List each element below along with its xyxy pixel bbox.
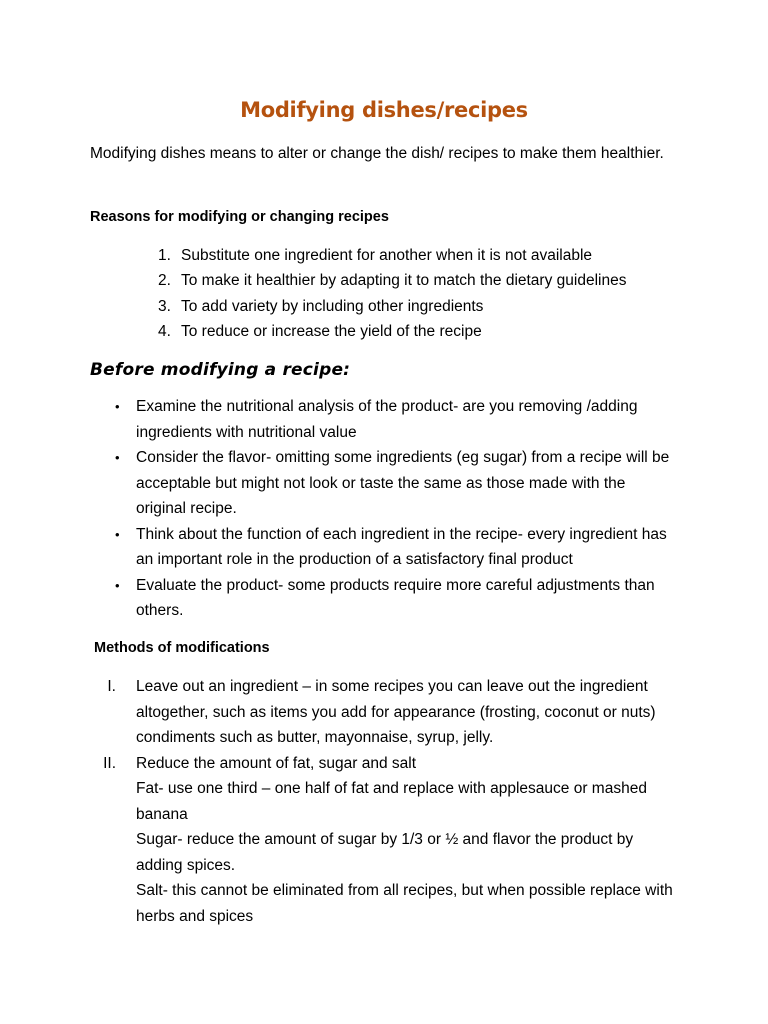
methods-list [0, 674, 768, 929]
intro-paragraph: Modifying dishes means to alter or change the dish/ recipes to make them healthier. [90, 145, 664, 162]
list-item-text: Examine the nutritional analysis of the product- are you removing /adding ingredients with nutritional value [136, 398, 638, 441]
list-item [0, 445, 768, 522]
before-list [0, 394, 768, 624]
bullet-icon: • [115, 526, 120, 542]
bullet-icon: • [115, 399, 120, 414]
list-number: II. [103, 754, 116, 772]
page-title: Modifying dishes/recipes [240, 98, 528, 122]
list-item [0, 294, 768, 319]
bullet-icon: • [115, 577, 120, 593]
list-item [0, 319, 768, 344]
list-item [0, 522, 768, 573]
list-number: 2. [158, 272, 171, 290]
list-number: 4. [158, 322, 171, 340]
list-item-text: Leave out an ingredient – in some recipes you can leave out the ingredient altogether, such as items you add for appearance (frosting, coconut or nuts) condiments such as butter, mayonnaise, syrup, jelly. [136, 678, 656, 746]
list-item-text: Consider the flavor- omitting some ingredients (eg sugar) from a recipe will be acceptable but might not look or taste the same as those made with the original recipe. [136, 449, 670, 517]
list-item [0, 243, 768, 268]
fat-tip: Fat- use one third – one half of fat and replace with applesauce or mashed banana [136, 780, 647, 823]
list-item-text: To make it healthier by adapting it to match the dietary guidelines [181, 272, 627, 290]
reasons-heading: Reasons for modifying or changing recipes [90, 209, 389, 225]
salt-tip: Salt- this cannot be eliminated from all recipes, but when possible replace with herbs and spices [136, 882, 673, 925]
methods-heading: Methods of modifications [94, 640, 270, 656]
list-item-text: To add variety by including other ingredients [181, 297, 484, 315]
list-item [0, 573, 768, 624]
list-item-text: Evaluate the product- some products require more careful adjustments than others. [136, 576, 655, 619]
reasons-list [0, 243, 768, 344]
list-item-text: Substitute one ingredient for another when it is not available [181, 247, 593, 264]
list-item [0, 674, 768, 751]
list-item [0, 751, 768, 930]
list-number: 1. [158, 247, 171, 264]
bullet-icon: • [115, 450, 120, 465]
list-item-text: Reduce the amount of fat, sugar and salt [136, 754, 417, 772]
list-number: 3. [158, 297, 171, 315]
list-number: I. [107, 678, 116, 695]
sugar-tip: Sugar- reduce the amount of sugar by 1/3 or ½ and flavor the product by adding spices. [136, 831, 634, 874]
before-heading: Before modifying a recipe: [90, 360, 351, 380]
list-item [0, 394, 768, 445]
list-item [0, 268, 768, 293]
list-item-text: To reduce or increase the yield of the recipe [181, 322, 482, 340]
list-item-text: Think about the function of each ingredient in the recipe- every ingredient has an important role in the production of a satisfactory final product [136, 525, 667, 568]
